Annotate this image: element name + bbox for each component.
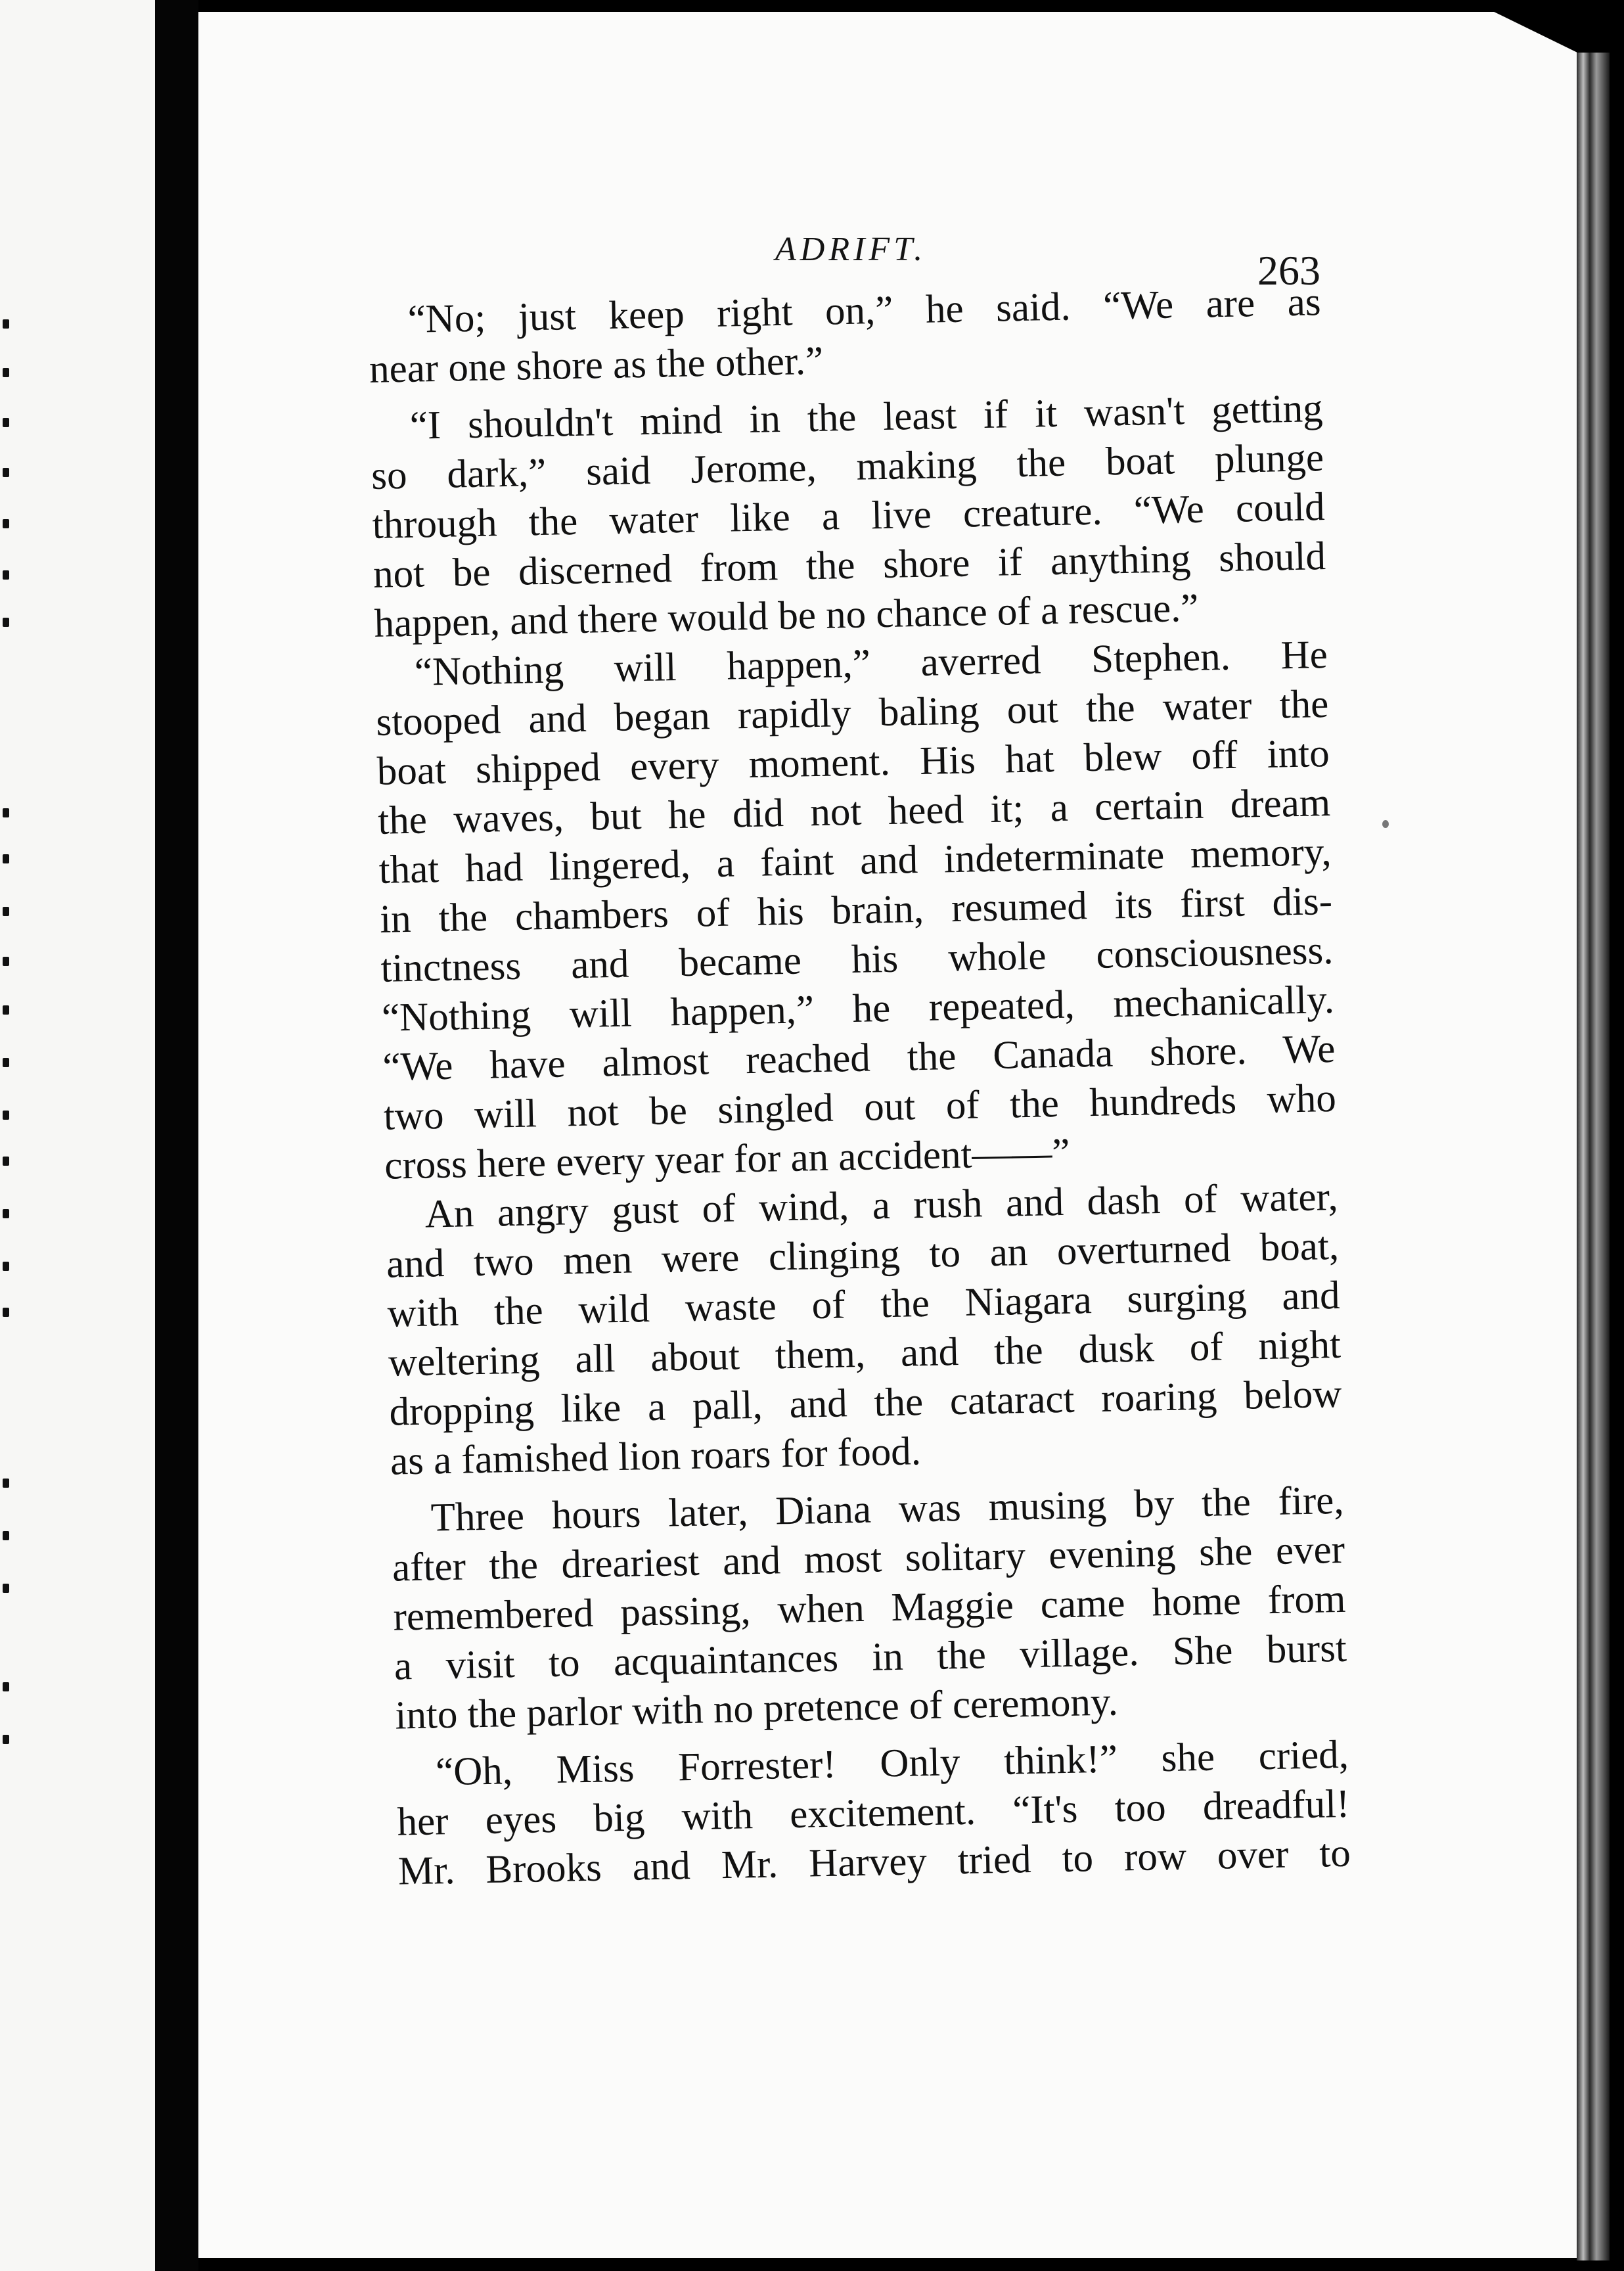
text-line: into the parlor with no pretence of ceremony. (394, 1680, 1119, 1738)
text-line: “Oh, Miss Forrester! Only think!” she cried, (435, 1732, 1349, 1795)
text-line: stooped and began rapidly baling out the water the (375, 682, 1329, 745)
text-line: near one shore as the other.” (369, 338, 824, 392)
previous-page-edge (0, 0, 155, 2271)
text-line: Mr. Brooks and Mr. Harvey tried to row over to (397, 1831, 1351, 1894)
body-text (368, 277, 1352, 1931)
text-line: as a famished lion roars for food. (390, 1429, 922, 1484)
page-number: 263 (1257, 247, 1320, 294)
text-line: not be discerned from the shore if anything should (372, 534, 1326, 597)
text-line: her eyes big with excitement. “It's too dreadful! (396, 1781, 1350, 1845)
text-line: tinctness and became his whole consciousness. (380, 928, 1334, 991)
book-gutter (155, 0, 198, 2271)
text-line: and two men were clinging to an overturned boat, (386, 1224, 1340, 1287)
text-line: a visit to acquaintances in the village. She burst (394, 1626, 1347, 1689)
text-line: cross here every year for an accident——” (384, 1130, 1071, 1188)
text-line: happen, and there would be no chance of a rescue.” (373, 585, 1200, 646)
text-line: remembered passing, when Maggie came home from (392, 1576, 1346, 1640)
scan-speck (1382, 820, 1389, 828)
text-line: two will not be singled out of the hundreds who (383, 1076, 1337, 1139)
text-line: dropping like a pall, and the cataract roaring below (388, 1371, 1343, 1434)
text-line: “Nothing will happen,” averred Stephen. He (414, 633, 1328, 695)
text-line: Three hours later, Diana was musing by the fire, (430, 1478, 1345, 1540)
text-line: “No; just keep right on,” he said. “We are as (407, 280, 1322, 342)
text-line: that had lingered, a faint and indeterminate memory, (378, 830, 1332, 892)
text-line: “We have almost reached the Canada shore. We (382, 1026, 1336, 1090)
text-line: after the dreariest and most solitary evening she ever (392, 1527, 1345, 1590)
text-line: through the water like a live creature. “We could (372, 485, 1326, 547)
text-line: boat shipped every moment. His hat blew off into (376, 731, 1330, 794)
text-line: An angry gust of wind, a rush and dash of water, (424, 1174, 1339, 1237)
text-line: “I shouldn't mind in the least if it wasn't getting (409, 386, 1324, 448)
running-head: ADRIFT. (775, 231, 927, 268)
text-line: the waves, but he did not heed it; a certain dream (377, 781, 1331, 843)
text-line: so dark,” said Jerome, making the boat plunge (371, 436, 1324, 498)
text-line: with the wild waste of the Niagara surging and (387, 1273, 1341, 1336)
previous-page-text-fragments (0, 0, 20, 2271)
text-line: “Nothing will happen,” he repeated, mechanically. (381, 977, 1335, 1040)
text-line: in the chambers of his brain, resumed its first dis- (379, 879, 1333, 942)
text-line: weltering all about them, and the dusk of night (388, 1322, 1342, 1385)
page-stack-edge (1577, 53, 1610, 2260)
